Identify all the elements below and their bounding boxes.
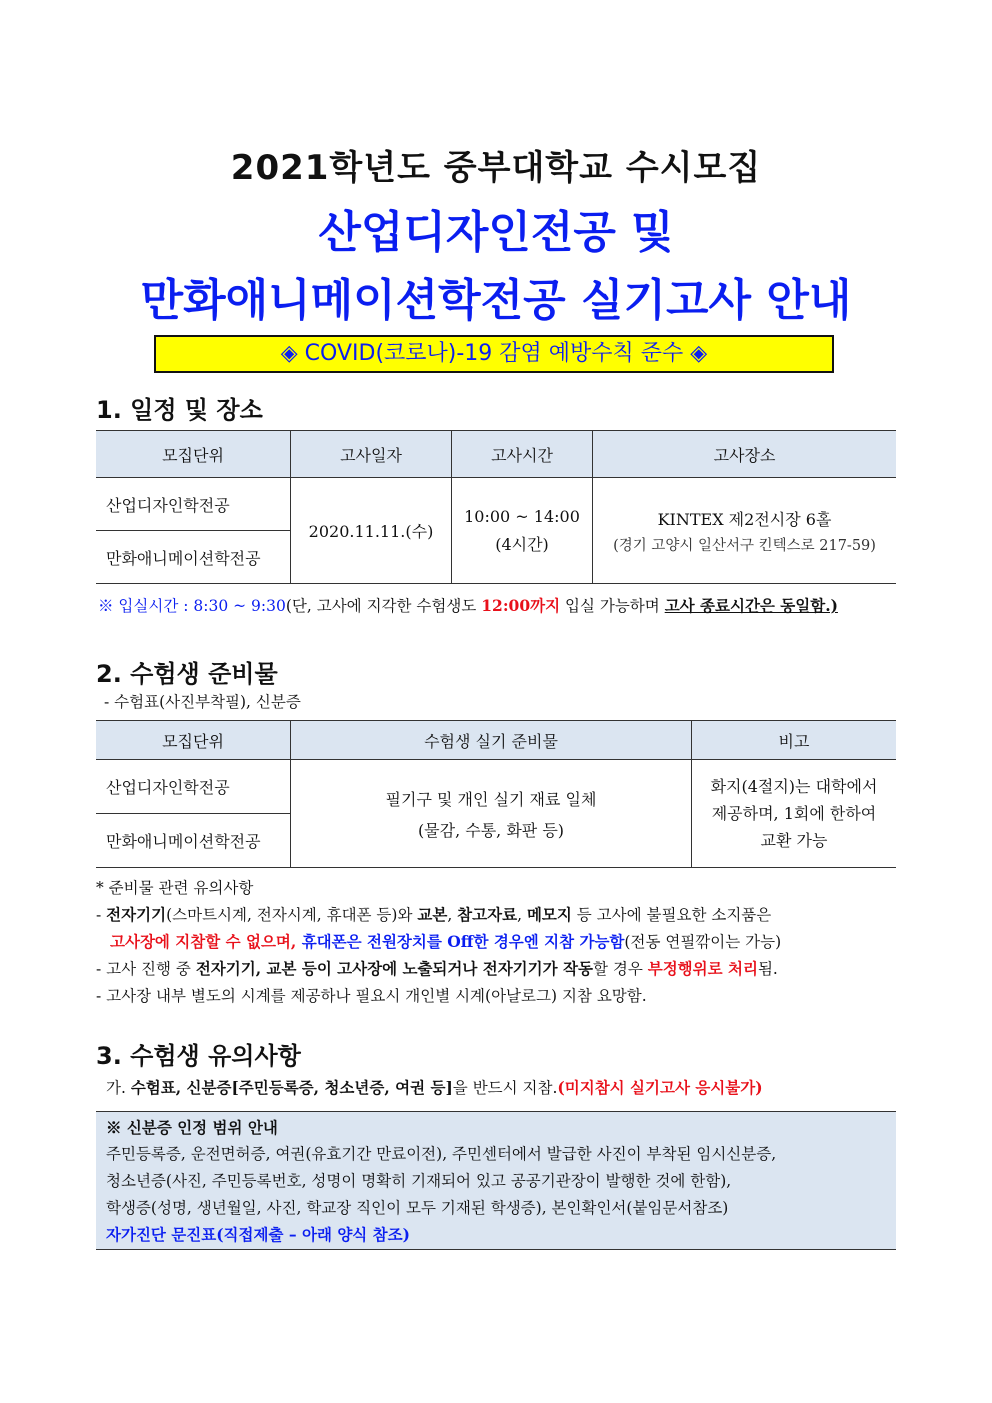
exam-venue: [593, 478, 897, 584]
section2-sub: - 수험표(사진부착필), 신분증: [104, 693, 301, 711]
header-materials: 수험생 실기 준비물: [291, 721, 692, 760]
exam-date: 2020.11.11.(수): [291, 478, 452, 584]
header-date: 고사일자: [291, 431, 452, 478]
late-deadline: 12:00까지: [481, 596, 561, 615]
id-box-line-3: 학생증(성명, 생년월일, 사진, 학교장 직인이 모두 기재된 학생증), 본인확인서(붙임문서참조): [106, 1199, 729, 1217]
id-box-title: ※ 신분증 인정 범위 안내: [106, 1118, 278, 1137]
materials-line-2: (물감, 수통, 화판 등): [417, 820, 565, 840]
header-unit-2: 모집단위: [96, 721, 291, 760]
id-box-line-1: 주민등록증, 운전면허증, 여권(유효기간 만료이전), 주민센터에서 발급한 사진이 부착된 임시신분증,: [106, 1145, 777, 1163]
remark-line-3: 교환 가능: [760, 831, 828, 850]
unit-industrial-design: 산업디자인학전공: [96, 478, 291, 531]
exam-duration: (4시간): [495, 534, 549, 554]
unit-industrial-design-2: 산업디자인학전공: [96, 760, 291, 814]
covid-banner: ◈ COVID(코로나)-19 감염 예방수칙 준수 ◈: [154, 335, 834, 373]
caution-line-3: - 고사 진행 중 전자기기, 교본 등이 고사장에 노출되거나 전자기기가 작동할 경우 부정행위로 처리됨.: [96, 959, 778, 978]
exam-time: [452, 478, 593, 584]
remark-cell: [692, 760, 897, 868]
caution-line-4: - 고사장 내부 별도의 시계를 제공하나 필요시 개인별 시계(아날로그) 지참 요망함.: [96, 987, 647, 1005]
section2-heading: 2. 수험생 준비물: [96, 660, 278, 688]
id-info-box: [96, 1111, 896, 1250]
remark-line-2: 제공하며, 1회에 한하여: [711, 804, 877, 823]
remark-line-1: 화지(4절지)는 대학에서: [710, 777, 878, 796]
title-line-2: 산업디자인전공 및: [318, 207, 674, 258]
venue-name: KINTEX 제2전시장 6홀: [657, 509, 832, 529]
venue-address: (경기 고양시 일산서구 킨텍스로 217-59): [613, 537, 876, 554]
header-time: 고사시간: [452, 431, 593, 478]
id-box-line-4: 자가진단 문진표(직접제출 – 아래 양식 참조): [106, 1225, 410, 1244]
title-line-3: 만화애니메이션학전공 실기고사 안내: [140, 275, 852, 326]
materials-table: [96, 720, 896, 868]
materials-line-1: 필기구 및 개인 실기 재료 일체: [385, 789, 597, 809]
section3-item-a: 가. 수험표, 신분증[주민등록증, 청소년증, 여권 등]을 반드시 지참.(미지참시 실기고사 응시불가): [106, 1078, 763, 1097]
caution-title: * 준비물 관련 유의사항: [96, 879, 254, 897]
unit-animation: 만화애니메이션학전공: [96, 531, 291, 584]
header-venue: 고사장소: [593, 431, 897, 478]
entry-time: ※ 입실시간 : 8:30 ~ 9:30: [98, 597, 286, 615]
exam-time-range: 10:00 ~ 14:00: [464, 506, 580, 526]
section3-heading: 3. 수험생 유의사항: [96, 1042, 301, 1070]
caution-line-1: - 전자기기(스마트시계, 전자시계, 휴대폰 등)와 교본, 참고자료, 메모지 등 고사에 불필요한 소지품은: [96, 905, 772, 924]
header-remark: 비고: [692, 721, 897, 760]
header-unit: 모집단위: [96, 431, 291, 478]
schedule-table: [96, 430, 896, 584]
title-line-1: 2021학년도 중부대학교 수시모집: [230, 148, 762, 188]
section1-heading: 1. 일정 및 장소: [96, 396, 263, 424]
caution-line-2: 고사장에 지참할 수 없으며, 휴대폰은 전원장치를 Off한 경우엔 지참 가능함(전동 연필깎이는 가능): [110, 932, 782, 951]
id-box-line-2: 청소년증(사진, 주민등록번호, 성명이 명확히 기재되어 있고 공공기관장이 발행한 것에 한함),: [106, 1172, 732, 1190]
materials-cell: [291, 760, 692, 868]
entry-time-note: ※ 입실시간 : 8:30 ~ 9:30(단, 고사에 지각한 수험생도 12:00까지 입실 가능하며 고사 종료시간은 동일함.): [98, 596, 838, 615]
unit-animation-2: 만화애니메이션학전공: [96, 814, 291, 868]
